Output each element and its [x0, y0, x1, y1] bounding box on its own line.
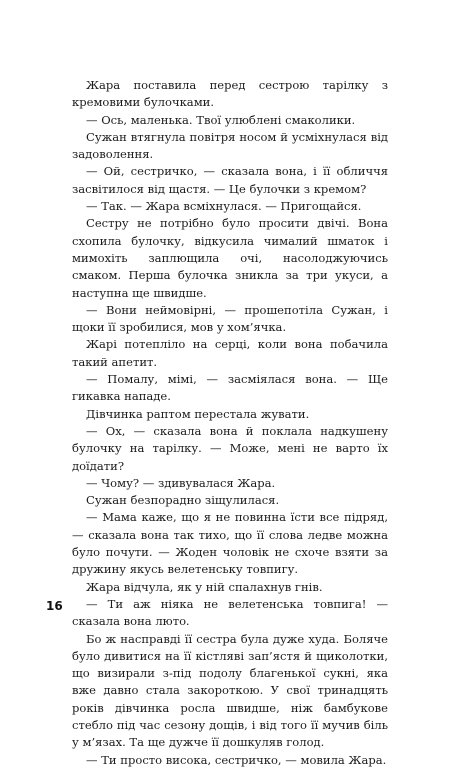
paragraph: — Ось, маленька. Твої улюблені смаколики. — [86, 112, 356, 127]
paragraph: — Помалу, мімі, — засміялася вона. — Ще гикавка нападе. — [72, 372, 388, 404]
paragraph: — Вони неймовірні, — прошепотіла Сужан, і щоки її зробилися, мов у хом’ячка. — [72, 302, 388, 335]
paragraph: Сужан втягнула повітря носом й усміхнулася від задоволення. — [72, 129, 388, 162]
paragraph: Жарі потепліло на серці, коли вона побачила такий апетит. — [72, 337, 388, 369]
paragraph: Бо ж насправді її сестра була дуже худа. Боляче було дивитися на її кістляві зап’ястя й щиколотки, що визирали з-під подолу благенької сукні, яка вже давно стала закороткою. У свої тринадцять років дівчинка росла швидше, ніж бамбукове стебло під час сезону дощів, і від того її мучив біль у м’язах. Та ще дужче її дошкуляв голод. — [72, 631, 388, 750]
body-text — [72, 77, 388, 769]
paragraph: — Чому? — здивувалася Жара. — [86, 475, 276, 490]
paragraph: Жара поставила перед сестрою тарілку з кремовими булочками. — [72, 78, 388, 110]
page-number: 16 — [46, 599, 63, 613]
paragraph: — Мама каже, що я не повинна їсти все підряд, — сказала вона так тихо, що її слова ледве можна було почути. — Жоден чоловік не схоче взяти за дружину якусь велетенську товпигу. — [72, 510, 388, 577]
paragraph: Сестру не потрібно було просити двічі. Вона схопила булочку, відкусила чималий шматок і мимохіть заплющила очі, насолоджуючись смаком. Перша булочка зникла за три укуси, а наступна ще швидше. — [72, 216, 388, 300]
paragraph: Жара відчула, як у ній спалахнув гнів. — [86, 579, 323, 594]
paragraph: — Ти просто висока, сестричко, — мовила Жара. — [86, 752, 387, 767]
paragraph: Дівчинка раптом перестала жувати. — [86, 406, 310, 421]
paragraph: — Так. — Жара всміхнулася. — Пригощайся. — [86, 199, 362, 214]
paragraph: — Ти аж ніяка не велетенська товпига! — сказала вона лютo. — [72, 596, 388, 629]
paragraph: Сужан безпорадно зіщулилася. — [86, 493, 280, 508]
paragraph: — Ох, — сказала вона й поклала надкушену булочку на тарілку. — Може, мені не варто їх доїдати? — [72, 423, 388, 473]
paragraph: — Ой, сестричко, — сказала вона, і її обличчя засвітилося від щастя. — Це булочки з кремом? — [72, 164, 388, 196]
